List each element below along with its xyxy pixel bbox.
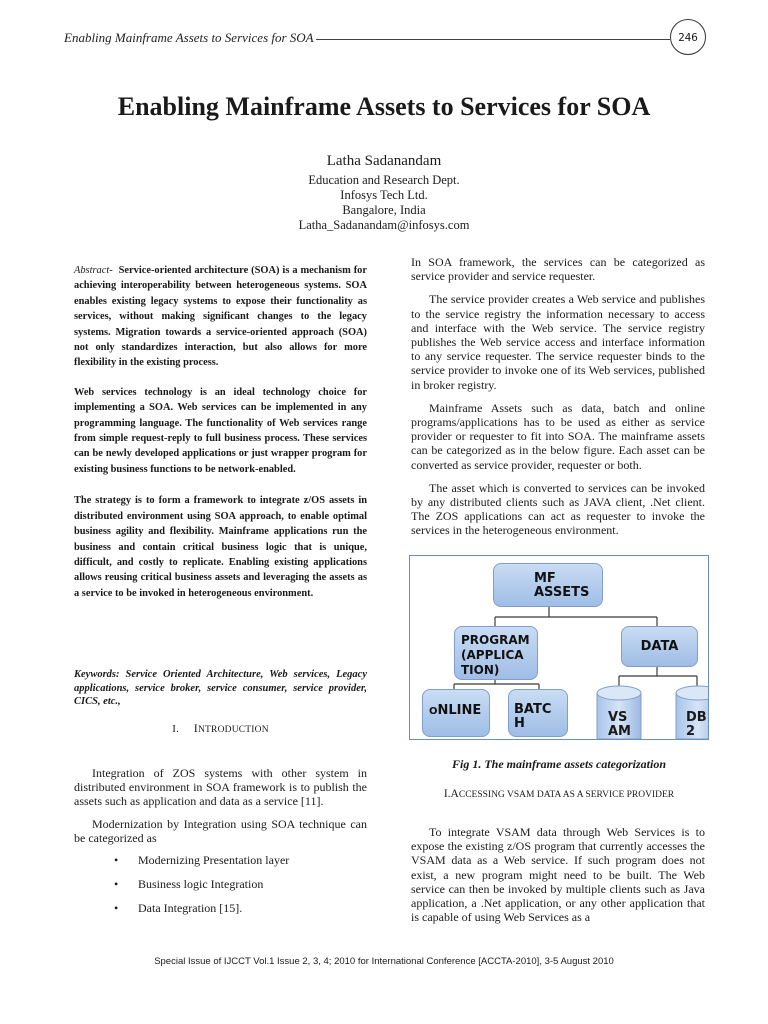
intro-paragraph-1: Integration of ZOS systems with other system in distributed environment in SOA framework is to publish the assets such as application and data as a service [11]. xyxy=(74,766,367,809)
section-heading-initial: I xyxy=(193,721,198,735)
author-name: Latha Sadanandam xyxy=(326,153,442,169)
section-numeral: I. xyxy=(172,723,180,735)
node-online xyxy=(422,689,490,737)
node-db2-label xyxy=(686,711,707,739)
node-mf-assets-line1: MF xyxy=(534,571,556,586)
keywords: Keywords: Service Oriented Architecture, Web services, Legacy applications, service broker, service consumer, service provider, CICS, etc., xyxy=(74,669,367,707)
node-program-application xyxy=(454,626,538,680)
node-program-line2: (APPLICA xyxy=(461,648,524,662)
page-number-badge xyxy=(670,19,706,55)
bullet-symbol: • xyxy=(114,877,119,891)
section-heading-accessing-vsam xyxy=(409,788,709,800)
node-db2-line1: DB xyxy=(686,710,707,725)
page-footer: Special Issue of IJCCT Vol.1 Issue 2, 3, 4; 2010 for International Conference [ACCTA-2010], 3-5 August 2010 xyxy=(154,956,614,967)
section-heading-introduction xyxy=(74,721,367,736)
node-data xyxy=(621,626,698,667)
affiliation-email: Latha_Sadanandam@infosys.com xyxy=(298,218,470,232)
abstract-paragraph-3: The strategy is to form a framework to integrate z/OS assets in distributed environment using SOA approach, to enable optimal business agility and flexibility. Mainframe applications run the business and contain critical business logic that is unique, difficult, and costly to replicate. Enabling existing applications allows reusing critical business assets and leveraging the assets as a service to be invoked in heterogeneous environment. xyxy=(74,495,367,599)
affiliation-org: Infosys Tech Ltd. xyxy=(340,188,428,202)
introduction-body xyxy=(74,766,367,845)
right-paragraph-4: The asset which is converted to services can be invoked by any distributed clients such as JAVA client, .Net client. The ZOS applications can act as requester to invoke the services in the heterogeneous environment. xyxy=(411,480,705,538)
intro-paragraph-2: Modernization by Integration using SOA technique can be categorized as xyxy=(74,816,367,845)
abstract-label: Abstract- xyxy=(74,265,113,276)
section2-body xyxy=(411,825,705,924)
node-batch-line2: H xyxy=(514,716,525,731)
bullet-text: Data Integration [15]. xyxy=(138,901,243,915)
author-affiliation xyxy=(0,173,768,233)
right-paragraph-2: The service provider creates a Web service and publishes to the service registry the information necessary to access and interface with the Web service. The service registry publishes the Web service access and interface information to any service requester. The service requester binds to the service provider to invoke one of its Web services, published in broker registry. xyxy=(411,292,705,392)
node-mf-assets-line2: ASSETS xyxy=(534,585,590,600)
figure-caption: Fig 1. The mainframe assets categorization xyxy=(451,757,666,771)
affiliation-dept: Education and Research Dept. xyxy=(308,173,460,187)
abstract xyxy=(74,263,367,601)
node-batch xyxy=(508,689,568,737)
bullet-symbol: • xyxy=(114,853,119,867)
right-column-body xyxy=(411,255,705,538)
sec2-part2: CCESSING VSAM D xyxy=(458,790,544,800)
page-number: 246 xyxy=(678,30,698,44)
node-db2-line2: 2 xyxy=(686,724,696,739)
node-mf-assets xyxy=(493,563,603,607)
asset-categorization-diagram xyxy=(409,555,709,740)
paper-title: Enabling Mainframe Assets to Services for SOA xyxy=(117,92,651,121)
node-vsam-line1: VS xyxy=(608,710,628,725)
sec2-part1: I.A xyxy=(443,788,459,800)
node-program-line3: TION) xyxy=(461,663,500,677)
node-data-label: DATA xyxy=(640,638,679,654)
bullet-symbol: • xyxy=(114,901,119,915)
right-paragraph-5: To integrate VSAM data through Web Services is to expose the existing z/OS program that currently accesses the VSAM data as a Web service. If such program does not exist, a new program might need to be built. The Web service can then be invoked by multiple clients such as Java application, a .Net application, or any other application that is capable of using Web Services as a xyxy=(411,825,705,925)
node-vsam-line2: AM xyxy=(608,724,631,739)
node-batch-line1: BATC xyxy=(514,702,552,717)
sec2-part3: ATA AS A S xyxy=(543,790,591,800)
node-program-line1: PROGRAM xyxy=(461,633,530,647)
bullet-text: Business logic Integration xyxy=(138,877,264,891)
abstract-paragraph-2: Web services technology is an ideal technology choice for implementing a SOA. Web services can be implemented in any programming language. The functionality of Web services range from simple request-reply to full business process. These services can be newly developed applications or just wrapper program for existing business functions to be network-enabled. xyxy=(74,386,367,475)
bullet-text: Modernizing Presentation layer xyxy=(138,853,290,867)
running-header-title: Enabling Mainframe Assets to Services for SOA xyxy=(64,30,314,45)
section-heading-rest: NTRODUCTION xyxy=(197,725,269,735)
right-paragraph-3: Mainframe Assets such as data, batch and online programs/applications has to be used as either as service provider or requester to fit into SOA. The mainframe assets can be categorized as in the below figure. Each asset can be converted as service provider, requester or both. xyxy=(411,400,705,472)
affiliation-location: Bangalore, India xyxy=(342,203,426,217)
abstract-paragraph-1 xyxy=(74,263,367,371)
node-online-rest: NLINE xyxy=(437,703,482,718)
sec2-part4: ERVICE P xyxy=(590,790,632,800)
right-paragraph-1: In SOA framework, the services can be categorized as service provider and service requester. xyxy=(411,255,705,284)
intro-bullet-list xyxy=(114,853,364,923)
node-vsam-label xyxy=(608,711,631,739)
header-rule xyxy=(316,39,670,40)
abstract-text-1: Service-oriented architecture (SOA) is a mechanism for achieving interoperability between heterogeneous systems. SOA enables existing legacy systems to expose their functionality as services, without making significant changes to the legacy systems. Migration towards a service-oriented approach (SOA) not only standardizes interaction, but also allows for more flexibility in the existing process. xyxy=(74,265,367,369)
sec2-part5: ROVIDER xyxy=(631,790,675,800)
node-online-initial: O xyxy=(429,706,438,717)
